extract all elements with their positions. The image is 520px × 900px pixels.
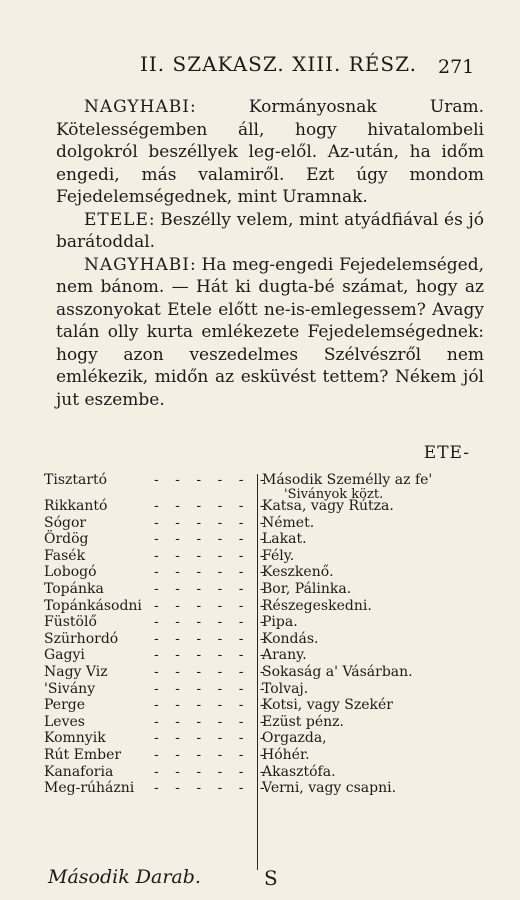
glossary-meaning (262, 548, 294, 565)
leader-dashes: - - - - - - (154, 514, 271, 531)
leader-dashes: - - - - - - (154, 697, 271, 714)
speaker-name: NAGYHABI (84, 97, 190, 117)
glossary-meaning (262, 764, 336, 781)
speech-text: : Kormányosnak Uram. Kötelességemben áll, hogy hivatalombeli dolgokról beszéllyek leg-elől. Az-után, ha időm engedi, más valamiről. Ezt úgy mondom Fejedelemségednek, mint Uramnak. (56, 97, 484, 207)
leader-dashes: - - - - - - (154, 580, 271, 597)
glossary-term: Fasék (44, 547, 86, 564)
glossary-row (44, 531, 480, 548)
glossary-meaning (262, 564, 334, 581)
meaning-line: Lakat. (262, 531, 307, 548)
meaning-line: Sokaság a' Vásárban. (262, 663, 413, 680)
glossary-meaning (262, 697, 393, 714)
running-header (0, 52, 520, 82)
glossary-term: Füstölő (44, 614, 97, 631)
glossary-meaning (262, 714, 344, 731)
speaker-name: ETELE (84, 209, 149, 230)
glossary-row (44, 697, 480, 714)
leader-dashes: - - - - - - (154, 531, 271, 548)
glossary-meaning (262, 747, 310, 764)
glossary-term: Lobogó (44, 564, 97, 581)
glossary-meaning (262, 681, 308, 698)
meaning-line: Ezüst pénz. (262, 713, 344, 730)
glossary-row (44, 614, 480, 631)
glossary-row (44, 472, 480, 502)
signature-text: Második Darab. (48, 866, 201, 888)
leader-dashes: - - - - - - (154, 547, 271, 564)
meaning-line: Fély. (262, 547, 295, 564)
leader-dashes: - - - - - - (154, 614, 271, 631)
speech-text: : Beszélly velem, mint atyádfiával és jó barátoddal. (56, 209, 484, 252)
glossary-term: Szürhordó (44, 630, 119, 647)
glossary-term: Topánka (44, 580, 104, 597)
meaning-line: Orgazda, (262, 730, 327, 747)
glossary-meaning (262, 631, 318, 648)
meaning-line: Bor, Pálinka. (262, 580, 352, 597)
glossary-term: Sógor (44, 514, 87, 531)
glossary-term: Rikkantó (44, 498, 108, 514)
glossary-meaning (262, 498, 394, 515)
meaning-line: Verni, vagy csapni. (262, 780, 397, 797)
page-number: 271 (438, 56, 475, 78)
glossary-term: Meg-rúházni (44, 780, 135, 797)
signature-mark: S (264, 866, 278, 890)
meaning-line: Kondás. (262, 630, 319, 647)
leader-dashes: - - - - - - (154, 780, 271, 797)
meaning-line: Kotsi, vagy Szekér (262, 697, 393, 714)
glossary-meaning (262, 581, 351, 598)
glossary-term: 'Sivány (44, 680, 96, 697)
glossary-meaning (262, 531, 307, 548)
leader-dashes: - - - - - - (154, 713, 271, 730)
glossary-term: Kanaforia (44, 763, 114, 780)
meaning-line: Tolvaj. (262, 680, 309, 697)
glossary-row (44, 548, 480, 565)
glossary-meaning (262, 780, 396, 797)
meaning-line: Akasztófa. (262, 763, 336, 780)
dialogue-text (56, 96, 484, 411)
leader-dashes: - - - - - - (154, 746, 271, 763)
speaker-name: NAGYHABI (84, 254, 190, 275)
glossary-row (44, 664, 480, 681)
glossary-row (44, 515, 480, 532)
section-title: II. SZAKASZ. XIII. RÉSZ. (140, 52, 418, 76)
meaning-line: Keszkenő. (262, 564, 334, 581)
glossary-row (44, 564, 480, 581)
glossary-row (44, 730, 480, 747)
meaning-line-2: 'Siványok közt. (284, 486, 384, 502)
glossary-term: Nagy Viz (44, 663, 108, 680)
glossary-meaning (262, 515, 314, 532)
paragraph (56, 254, 484, 412)
glossary-row (44, 714, 480, 731)
paragraph (56, 96, 484, 209)
catchword: ETE- (423, 443, 470, 463)
leader-dashes: - - - - - - (154, 663, 271, 680)
glossary-term: Ördög (44, 531, 89, 548)
glossary-row (44, 780, 480, 797)
glossary-term: Leves (44, 713, 85, 730)
glossary-term: Topánkásodni (44, 597, 142, 614)
meaning-line: Katsa, vagy Rútza. (262, 498, 394, 514)
glossary-term: Perge (44, 697, 86, 714)
glossary-meaning (262, 664, 413, 681)
leader-dashes: - - - - - - (154, 630, 271, 647)
glossary-row (44, 498, 480, 515)
leader-dashes: - - - - - - (154, 597, 271, 614)
leader-dashes: - - - - - - (154, 564, 271, 581)
glossary-row (44, 747, 480, 764)
glossary-meaning (262, 472, 432, 501)
meaning-line: Második Személly az fe' (262, 472, 433, 488)
glossary-meaning (262, 614, 298, 631)
leader-dashes: - - - - - - (154, 763, 271, 780)
glossary-meaning (262, 730, 327, 747)
glossary-row (44, 681, 480, 698)
leader-dashes: - - - - - - (154, 680, 271, 697)
meaning-line: Részegeskedni. (262, 597, 372, 614)
leader-dashes: - - - - - - (154, 472, 271, 488)
meaning-line: Hóhér. (262, 746, 310, 763)
glossary-row (44, 647, 480, 664)
glossary-row (44, 631, 480, 648)
glossary-row (44, 581, 480, 598)
leader-dashes: - - - - - - (154, 730, 271, 747)
meaning-line: Német. (262, 514, 315, 531)
glossary-row (44, 764, 480, 781)
meaning-line: Arany. (262, 647, 307, 664)
leader-dashes: - - - - - - (154, 498, 271, 514)
meaning-line: Pipa. (262, 614, 298, 631)
glossary-row (44, 598, 480, 615)
glossary-table (44, 472, 480, 797)
glossary-meaning (262, 647, 307, 664)
glossary-term: Gagyi (44, 647, 85, 664)
leader-dashes: - - - - - - (154, 647, 271, 664)
glossary-term: Komnyik (44, 730, 106, 747)
glossary-term: Tisztartó (44, 472, 108, 488)
glossary-term: Rút Ember (44, 746, 122, 763)
glossary-meaning (262, 598, 372, 615)
speech-text: : Ha meg-engedi Fejedelemséged, nem bánom. — Hát ki dugta-bé számat, hogy az asszonyokat Etele előtt ne-is-emlegessem? Avagy talán olly kurta emlékezete Fejedelemségednek: hogy azon veszedelmes Szélvészről nem emlékezik, midőn az esküvést tettem? Nékem jól jut eszembe. (56, 254, 484, 410)
paragraph (56, 209, 484, 254)
